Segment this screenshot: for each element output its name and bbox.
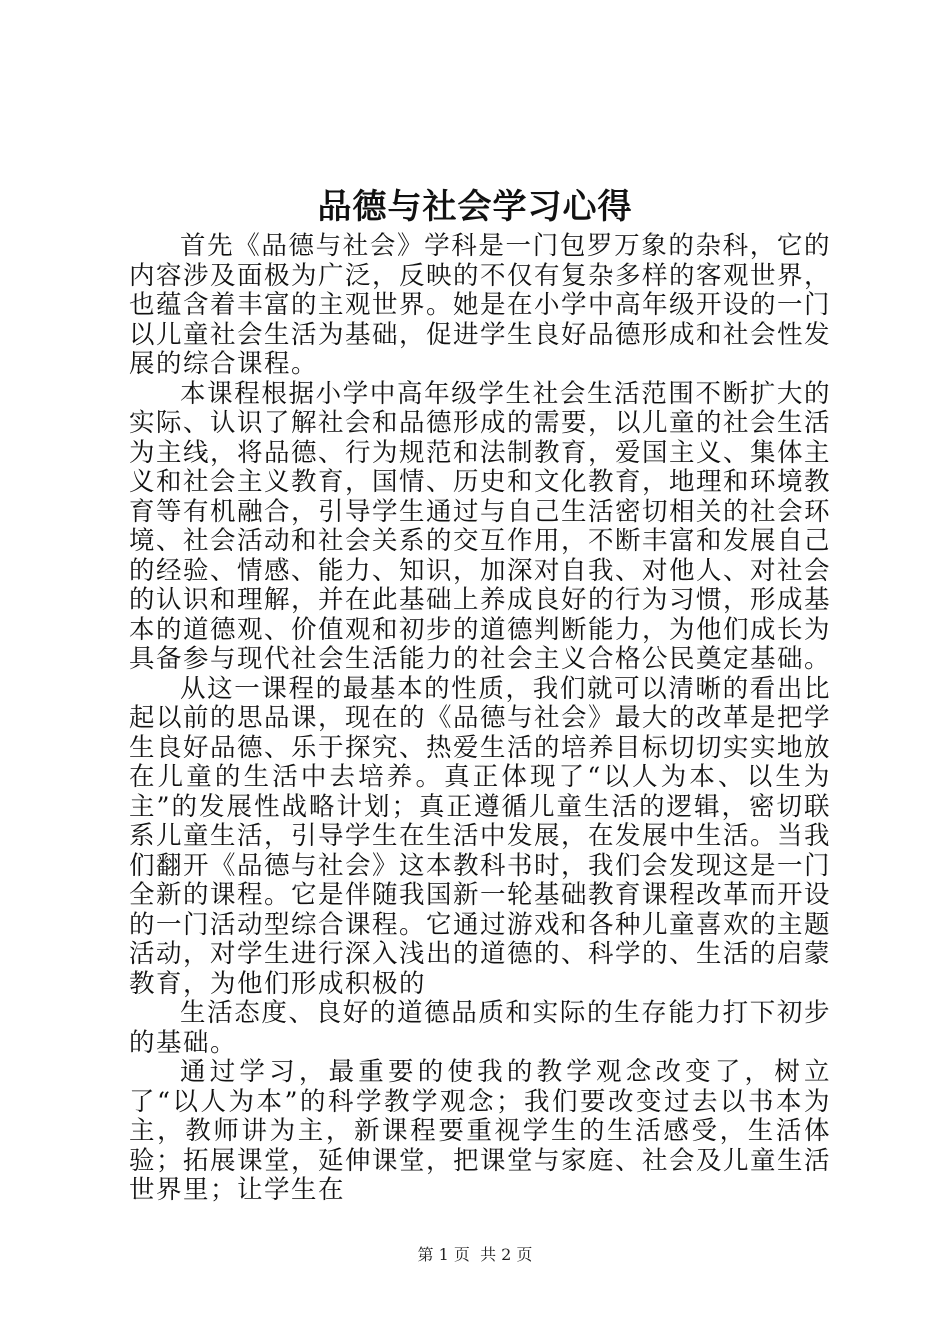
- page-number-label: 第 1 页 共 2 页: [417, 1245, 533, 1264]
- page-footer: [0, 1245, 950, 1265]
- paragraph-2: 本课程根据小学中高年级学生社会生活范围不断扩大的实际、认识了解社会和品德形成的需要，以儿童的社会生活为主线，将品德、行为规范和法制教育，爱国主义、集体主义和社会主义教育，国情、历史和文化教育，地理和环境教育等有机融合，引导学生通过与自己生活密切相关的社会环境、社会活动和社会关系的交互作用，不断丰富和发展自己的经验、情感、能力、知识，加深对自我、对他人、对社会的认识和理解，并在此基础上养成良好的行为习惯，形成基本的道德观、价值观和初步的道德判断能力，为他们成长为具备参与现代社会生活能力的社会主义合格公民奠定基础。: [129, 378, 832, 674]
- document-body: [129, 232, 831, 1206]
- paragraph-5: 通过学习，最重要的使我的教学观念改变了，树立了“以人为本”的科学教学观念；我们要改变过去以书本为主，教师讲为主，新课程要重视学生的生活感受，生活体验；拓展课堂，延伸课堂，把课堂与家庭、社会及儿童生活世界里；让学生在: [129, 1057, 832, 1205]
- paragraph-3: 从这一课程的最基本的性质，我们就可以清晰的看出比起以前的思品课，现在的《品德与社会》最大的改革是把学生良好品德、乐于探究、热爱生活的培养目标切切实实地放在儿童的生活中去培养。真正体现了“以人为本、以生为主”的发展性战略计划；真正遵循儿童生活的逻辑，密切联系儿童生活，引导学生在生活中发展，在发展中生活。当我们翻开《品德与社会》这本教科书时，我们会发现这是一门全新的课程。它是伴随我国新一轮基础教育课程改革而开设的一门活动型综合课程。它通过游戏和各种儿童喜欢的主题活动，对学生进行深入浅出的道德的、科学的、生活的启蒙教育，为他们形成积极的: [129, 673, 832, 999]
- document-title: 品德与社会学习心得: [317, 187, 633, 227]
- paragraph-4: 生活态度、良好的道德品质和实际的生存能力打下初步的基础。: [129, 998, 831, 1058]
- paragraph-1: 首先《品德与社会》学科是一门包罗万象的杂科，它的内容涉及面极为广泛，反映的不仅有复杂多样的客观世界，也蕴含着丰富的主观世界。她是在小学中高年级开设的一门以儿童社会生活为基础，促进学生良好品德形成和社会性发展的综合课程。: [129, 231, 832, 379]
